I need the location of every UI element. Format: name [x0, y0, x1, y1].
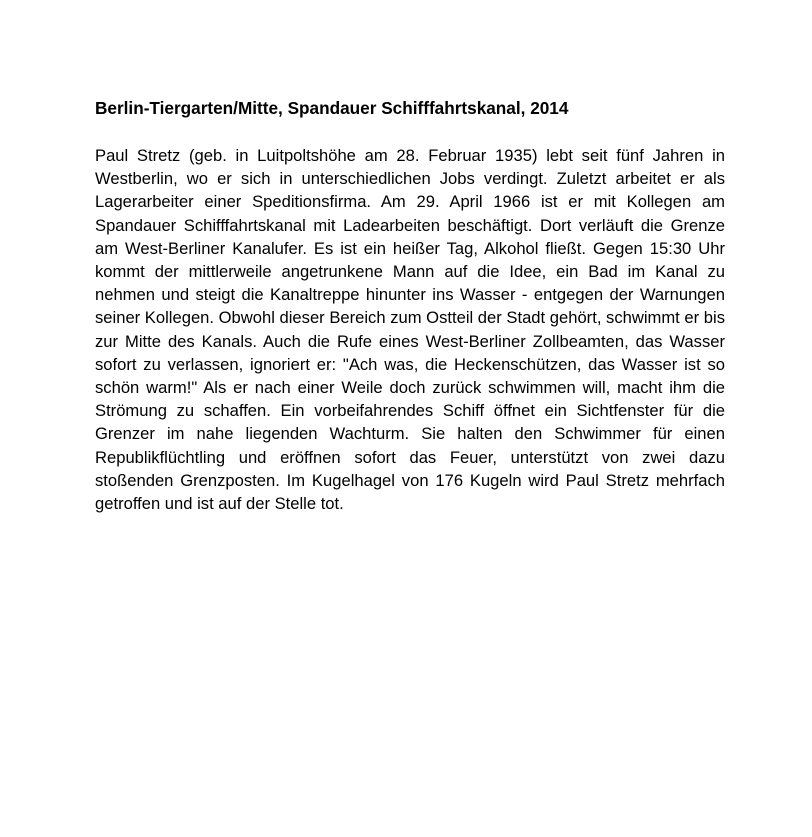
document-body-paragraph: Paul Stretz (geb. in Luitpoltshöhe am 28. Februar 1935) lebt seit fünf Jahren in Westberlin, wo er sich in unterschiedlichen Jobs verdingt. Zuletzt arbeitet er als Lagerarbeiter einer Speditionsfirma. Am 29. April 1966 ist er mit Kollegen am Spandauer Schifffahrtskanal mit Ladearbeiten beschäftigt. Dort verläuft die Grenze am West-Berliner Kanalufer. Es ist ein heißer Tag, Alkohol fließt. Gegen 15:30 Uhr kommt der mittlerweile angetrunkene Mann auf die Idee, ein Bad im Kanal zu nehmen und steigt die Kanaltreppe hinunter ins Wasser - entgegen der Warnungen seiner Kollegen. Obwohl dieser Bereich zum Ostteil der Stadt gehört, schwimmt er bis zur Mitte des Kanals. Auch die Rufe eines West-Berliner Zollbeamten, das Wasser sofort zu verlassen, ignoriert er: "Ach was, die Heckenschützen, das Wasser ist so schön warm!" Als er nach einer Weile doch zurück schwimmen will, macht ihm die Strömung zu schaffen. Ein vorbeifahrendes Schiff öffnet ein Sichtfenster für die Grenzer im nahe liegenden Wachturm. Sie halten den Schwimmer für einen Republikflüchtling und eröffnen sofort das Feuer, unterstützt von zwei dazu stoßenden Grenzposten. Im Kugelhagel von 176 Kugeln wird Paul Stretz mehrfach getroffen und ist auf der Stelle tot.	[95, 146, 725, 514]
document-title: Berlin-Tiergarten/Mitte, Spandauer Schifffahrtskanal, 2014	[95, 98, 569, 118]
